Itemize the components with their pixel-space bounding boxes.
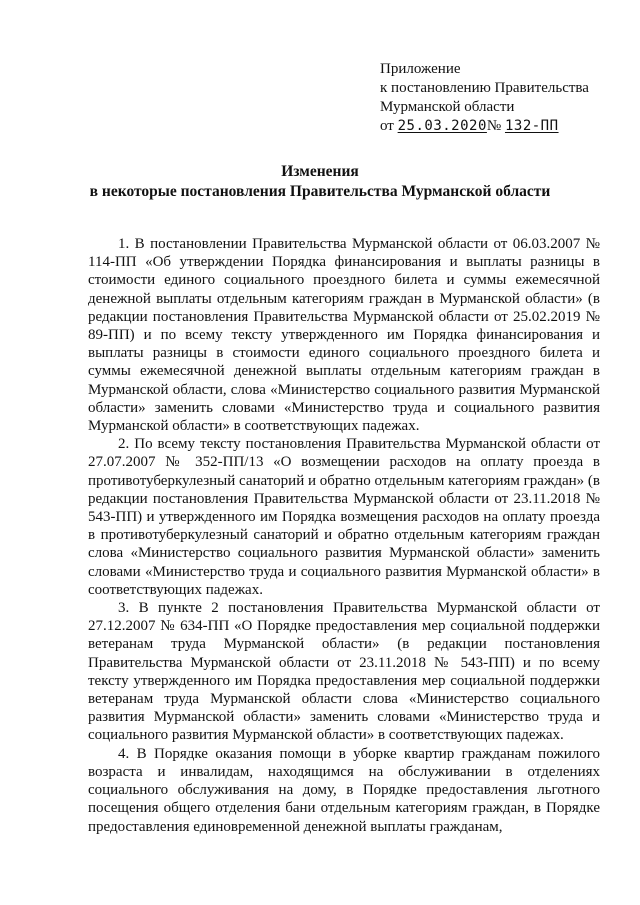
number-value: 132-ПП bbox=[504, 118, 559, 134]
title-line-1: Изменения bbox=[281, 163, 359, 180]
paragraph-3: 3. В пункте 2 постановления Правительства Мурманской области от 27.12.2007 № 634-ПП «О Порядке предоставления мер социальной поддержки ветеранам труда Мурманской области» (в редакции постановления Правительства Мурманской области от 23.11.2018 № 543-ПП) и по всему тексту утвержденного им Порядка предоставления мер социальной поддержки ветеранам труда Мурманской области слова «Министерство социального развития Мурманской области» заменить словами «Министерство труда и социального развития Мурманской области» в соответствующих падежах. bbox=[88, 600, 600, 744]
paragraph-4: 4. В Порядке оказания помощи в уборке квартир гражданам пожилого возраста и инвалидам, находящимся на обслуживании в отделениях социального обслуживания на дому, в Порядке предоставления льготного посещения общего отделения бани отдельным категориям граждан, в Порядке предоставления единовременной денежной выплаты гражданам, bbox=[88, 745, 600, 835]
date-prefix: от bbox=[380, 118, 398, 134]
title-line-2: в некоторые постановления Правительства Мурманской области bbox=[89, 183, 551, 200]
appendix-ref-line: к постановлению Правительства bbox=[380, 80, 589, 96]
paragraph-1: 1. В постановлении Правительства Мурманской области от 06.03.2007 № 114-ПП «Об утверждении Порядка финансирования и выплаты разницы в стоимости единого социального проездного билета и суммы ежемесячной денежной выплаты отдельным категориям граждан в Мурманской области» (в редакции постановления Правительства Мурманской области от 25.02.2019 № 89-ПП) и по всему тексту утвержденного им Порядка финансирования и выплаты разницы в стоимости единого социального проездного билета и суммы ежемесячной денежной выплаты отдельным категориям граждан в Мурманской области, слова «Министерство социального развития Мурманской области» заменить словами «Министерство труда и социального развития Мурманской области» в соответствующих падежах. bbox=[88, 236, 600, 435]
appendix-date-line bbox=[380, 117, 589, 136]
appendix-block bbox=[380, 60, 589, 136]
document-title bbox=[0, 162, 640, 202]
number-prefix: № bbox=[486, 118, 505, 134]
document-body bbox=[88, 235, 600, 836]
appendix-heading: Приложение bbox=[380, 61, 461, 77]
appendix-region-line: Мурманской области bbox=[380, 99, 515, 115]
paragraph-2: 2. По всему тексту постановления Правительства Мурманской области от 27.07.2007 № 352-ПП/13 «О возмещении расходов на оплату проезда в противотуберкулезный санаторий и обратно отдельным категориям граждан» (в редакции постановления Правительства Мурманской области от 23.11.2018 № 543-ПП) и утвержденного им Порядка возмещения расходов на оплату проезда в противотуберкулезный санаторий и обратно отдельным категориям граждан слова «Министерство социального развития Мурманской области» заменить словами «Министерство труда и социального развития Мурманской области» в соответствующих падежах. bbox=[88, 436, 600, 598]
date-value: 25.03.2020 bbox=[397, 118, 487, 134]
